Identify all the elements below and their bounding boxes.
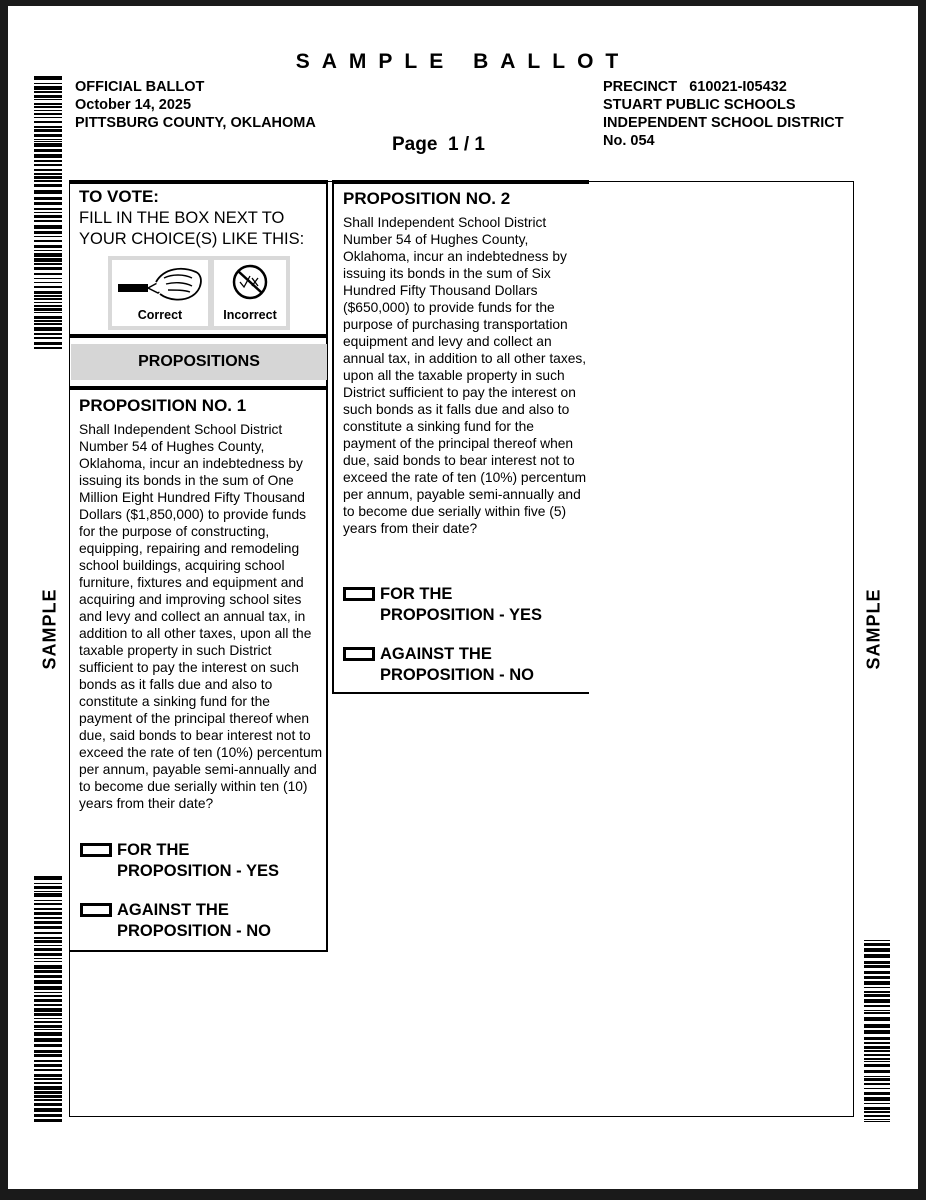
barcode-bar (864, 999, 890, 1003)
barcode-bar (34, 113, 62, 115)
barcode-bar (34, 876, 62, 880)
barcode-bar (864, 940, 890, 941)
barcode-bar (34, 333, 62, 335)
district-type: INDEPENDENT SCHOOL DISTRICT (603, 115, 844, 131)
barcode-bar (34, 305, 62, 307)
barcode-bar (34, 1082, 62, 1084)
barcode-bar (34, 143, 62, 147)
barcode-bar (34, 316, 62, 319)
barcode-bar (34, 995, 62, 997)
barcode-bar (34, 948, 62, 951)
barcode-bar (34, 327, 62, 331)
proposition-2-yes-choice[interactable] (343, 584, 583, 626)
barcode-bar (34, 1013, 62, 1016)
barcode-bar (864, 1017, 890, 1021)
barcode-bar (34, 945, 62, 946)
barcode-bar (864, 981, 890, 985)
barcode-bar (34, 258, 62, 262)
barcode-bar (34, 95, 62, 98)
barcode-bar (34, 312, 62, 313)
sample-label-right: SAMPLE (863, 588, 884, 670)
barcode-bar (34, 961, 62, 962)
proposition-1-bottom-rule (69, 950, 327, 952)
barcode-bar (34, 298, 62, 300)
barcode-bar (34, 1119, 62, 1122)
proposition-2-title: PROPOSITION NO. 2 (343, 189, 511, 208)
barcode-bar (34, 953, 62, 956)
incorrect-label: Incorrect (223, 308, 277, 322)
barcode-bar (864, 1030, 890, 1034)
barcode-bar (864, 954, 890, 958)
barcode-bar (864, 1058, 890, 1060)
barcode-bar (34, 320, 62, 322)
column-a-right-rule (326, 180, 328, 952)
barcode-bar (864, 1042, 890, 1044)
proposition-2-no-label: AGAINST THE PROPOSITION - NO (380, 645, 535, 684)
barcode-bar (34, 1050, 62, 1053)
barcode-bar (34, 139, 62, 140)
barcode-bar (864, 1012, 890, 1014)
sample-label-left: SAMPLE (39, 588, 60, 670)
barcode-bar (34, 291, 62, 294)
barcode-bar (34, 1021, 62, 1023)
barcode-bar (864, 1078, 890, 1081)
barcode-bar (34, 912, 62, 915)
barcode-bar (34, 1114, 62, 1117)
incorrect-example (214, 260, 286, 326)
barcode-bar (34, 975, 62, 978)
barcode-bar (34, 891, 62, 892)
marking-example (108, 256, 290, 330)
proposition-2 (343, 189, 589, 537)
barcode-bar (864, 1111, 890, 1113)
barcode-bar (34, 121, 62, 123)
barcode-bar (34, 250, 62, 251)
proposition-1-no-choice[interactable] (80, 900, 320, 942)
propositions-bottom-rule (69, 386, 327, 390)
barcode-bar (34, 231, 62, 234)
barcode-bar (34, 110, 62, 111)
barcode-bar (34, 1064, 62, 1067)
header-right (603, 78, 844, 150)
barcode-bar (34, 1095, 62, 1098)
barcode-bar (34, 197, 62, 200)
barcode-top-left (34, 76, 62, 351)
barcode-bar (864, 976, 890, 979)
election-date: October 14, 2025 (75, 97, 192, 113)
barcode-bar (34, 1008, 62, 1012)
page-number: Page 1 / 1 (392, 134, 485, 155)
barcode-bar (34, 169, 62, 171)
barcode-bar (34, 1060, 62, 1062)
barcode-bar (34, 117, 62, 118)
county-name: PITTSBURG COUNTY, OKLAHOMA (75, 115, 316, 131)
barcode-bar (864, 1037, 890, 1040)
barcode-bar (864, 961, 890, 964)
barcode-bar (34, 1025, 62, 1028)
barcode-bar (34, 337, 62, 339)
barcode-bar (34, 86, 62, 90)
barcode-bar (864, 1103, 890, 1104)
barcode-bar (34, 917, 62, 919)
barcode-bar (864, 1076, 890, 1077)
barcode-bar (864, 987, 890, 988)
correct-example (112, 260, 208, 326)
barcode-bar (864, 1046, 890, 1049)
barcode-bar (34, 76, 62, 80)
barcode-bar (34, 958, 62, 959)
barcode-bar (34, 91, 62, 93)
barcode-bar (864, 1050, 890, 1052)
barcode-bottom-left (34, 876, 62, 1124)
barcode-bar (34, 208, 62, 210)
column-a-top-rule (69, 180, 327, 184)
barcode-bar (34, 160, 62, 162)
barcode-bar (864, 1119, 890, 1120)
barcode-bar (34, 886, 62, 889)
barcode-bar (864, 971, 890, 974)
barcode-bar (864, 1064, 890, 1067)
barcode-bar (34, 149, 62, 152)
barcode-bar (34, 103, 62, 105)
proposition-1-no-box[interactable] (80, 903, 112, 917)
barcode-bar (864, 1083, 890, 1085)
proposition-1-yes-box[interactable] (80, 843, 112, 857)
barcode-bar (34, 1103, 62, 1106)
barcode-bar (34, 965, 62, 969)
barcode-bar (34, 342, 62, 345)
barcode-bar (34, 286, 62, 288)
barcode-bar (34, 99, 62, 100)
barcode-bar (864, 1107, 890, 1110)
barcode-bar (34, 278, 62, 279)
barcode-bar (864, 1054, 890, 1056)
barcode-bar (34, 908, 62, 910)
school-name: STUART PUBLIC SCHOOLS (603, 97, 796, 113)
barcode-bar (34, 900, 62, 901)
barcode-bar (34, 267, 62, 270)
barcode-bar (34, 926, 62, 929)
barcode-bar (864, 1088, 890, 1089)
proposition-1-yes-choice[interactable] (80, 840, 320, 882)
barcode-bar (864, 948, 890, 952)
no-check-icon (214, 260, 286, 306)
barcode-bar (34, 245, 62, 248)
barcode-bar (34, 176, 62, 179)
barcode-bar (34, 921, 62, 924)
ballot-title: SAMPLE BALLOT (295, 50, 631, 73)
instructions-title: TO VOTE: (79, 187, 159, 206)
barcode-bar (864, 1121, 890, 1122)
pen-filling-box-icon (112, 260, 208, 306)
barcode-bar (34, 236, 62, 237)
barcode-bar (34, 1074, 62, 1077)
proposition-1-text: Shall Independent School District Number 54 of Hughes County, Oklahoma, incur an indebtedness by issuing its bonds in the sum of One Million Eight Hundred Fifty Thousand Dollars ($1,850,000) to provide funds for the purpose of constructing, equipping, repairing and remodeling school buildings, acquiring school furniture, fixtures and equipment and acquiring and improving school sites and levy and collect an annual tax, in addition to all other taxes, upon all the taxable property in such District sufficient to pay the interest on such bonds as it falls due and also to constitute a sinking fund for the payment of the principal thereof when due, said bonds to bear interest not to exceed the rate of ten (10%) percentum per annum, payable semi-annually and to become due serially within ten (10) years from their date? (79, 422, 323, 811)
barcode-bar (34, 893, 62, 897)
proposition-2-yes-label: FOR THE PROPOSITION - YES (380, 585, 542, 624)
barcode-bar (34, 225, 62, 229)
barcode-bar (34, 164, 62, 166)
barcode-bar (864, 1092, 890, 1095)
proposition-1-no-label: AGAINST THE PROPOSITION - NO (117, 901, 272, 940)
barcode-bar (34, 1069, 62, 1071)
barcode-bar (34, 1091, 62, 1094)
column-b-top-rule (333, 180, 589, 184)
barcode-bar (34, 980, 62, 984)
propositions-header: PROPOSITIONS (71, 344, 327, 380)
barcode-bar (34, 1099, 62, 1101)
barcode-bar (34, 1054, 62, 1057)
barcode-bar (34, 1032, 62, 1036)
barcode-bar (34, 1038, 62, 1042)
barcode-bar (34, 999, 62, 1002)
barcode-bar (34, 220, 62, 222)
barcode-bar (34, 937, 62, 939)
district-number: No. 054 (603, 133, 655, 149)
barcode-bar (34, 1108, 62, 1112)
barcode-bar (864, 965, 890, 968)
barcode-bar (864, 943, 890, 946)
barcode-bar (864, 991, 890, 993)
barcode-bar (34, 106, 62, 108)
barcode-bar (34, 302, 62, 303)
barcode-bar (34, 263, 62, 266)
instructions-box (79, 187, 329, 250)
barcode-bar (864, 1115, 890, 1117)
barcode-bar (864, 1061, 890, 1062)
barcode-bar (34, 212, 62, 213)
barcode-bottom-right (864, 940, 890, 1126)
barcode-bar (34, 903, 62, 905)
barcode-bar (34, 347, 62, 349)
barcode-bar (34, 323, 62, 325)
barcode-bar (34, 308, 62, 311)
barcode-bar (34, 126, 62, 128)
barcode-bar (34, 202, 62, 205)
barcode-bar (34, 154, 62, 158)
barcode-bar (34, 883, 62, 884)
column-b-left-rule (332, 180, 334, 694)
barcode-bar (34, 1004, 62, 1006)
header-left (75, 78, 316, 132)
barcode-bar (864, 1024, 890, 1028)
propositions-top-rule (69, 334, 327, 338)
barcode-bar (34, 180, 62, 182)
barcode-bar (864, 994, 890, 997)
barcode-bar (864, 1070, 890, 1073)
official-ballot-label: OFFICIAL BALLOT (75, 79, 205, 95)
barcode-bar (34, 253, 62, 257)
barcode-bar (34, 240, 62, 242)
barcode-bar (34, 273, 62, 275)
barcode-bar (34, 1086, 62, 1090)
proposition-2-no-box[interactable] (343, 647, 375, 661)
barcode-bar (34, 1044, 62, 1047)
instructions-text: FILL IN THE BOX NEXT TO YOUR CHOICE(S) LIKE THIS: (79, 209, 305, 248)
proposition-1-yes-label: FOR THE PROPOSITION - YES (117, 841, 279, 880)
barcode-bar (34, 1029, 62, 1031)
correct-label: Correct (137, 308, 183, 322)
proposition-2-yes-box[interactable] (343, 587, 375, 601)
barcode-bar (34, 215, 62, 218)
barcode-bar (864, 1097, 890, 1101)
barcode-bar (864, 1005, 890, 1007)
barcode-bar (34, 1078, 62, 1080)
barcode-bar (864, 1010, 890, 1011)
proposition-1-title: PROPOSITION NO. 1 (79, 396, 247, 415)
barcode-bar (34, 141, 62, 143)
barcode-bar (34, 282, 62, 283)
barcode-bar (34, 970, 62, 973)
proposition-1 (79, 396, 325, 812)
barcode-bar (34, 129, 62, 132)
barcode-bar (34, 992, 62, 993)
barcode-bar (34, 295, 62, 297)
barcode-bar (34, 134, 62, 137)
barcode-bar (34, 940, 62, 943)
barcode-bar (34, 184, 62, 187)
barcode-bar (34, 173, 62, 175)
proposition-2-text: Shall Independent School District Number 54 of Hughes County, Oklahoma, incur an indebtedness by issuing its bonds in the sum of Six Hundred Fifty Thousand Dollars ($650,000) to provide funds for the purpose of purchasing transportation equipment and levy and collect an annual tax, in addition to all other taxes, upon all the taxable property in such District sufficient to pay the interest on such bonds as it falls due and also to constitute a sinking fund for the payment of the principal thereof when due, said bonds to bear interest not to exceed the rate of ten (10%) percentum per annum, payable semi-annually and to become due serially within five (5) years from their date? (343, 215, 587, 536)
proposition-2-bottom-rule (332, 692, 589, 694)
precinct-label: PRECINCT 610021-I05432 (603, 79, 787, 95)
proposition-2-no-choice[interactable] (343, 644, 583, 686)
barcode-bar (34, 986, 62, 990)
barcode-bar (34, 932, 62, 934)
barcode-bar (34, 1018, 62, 1019)
barcode-bar (34, 83, 62, 84)
barcode-bar (34, 190, 62, 194)
